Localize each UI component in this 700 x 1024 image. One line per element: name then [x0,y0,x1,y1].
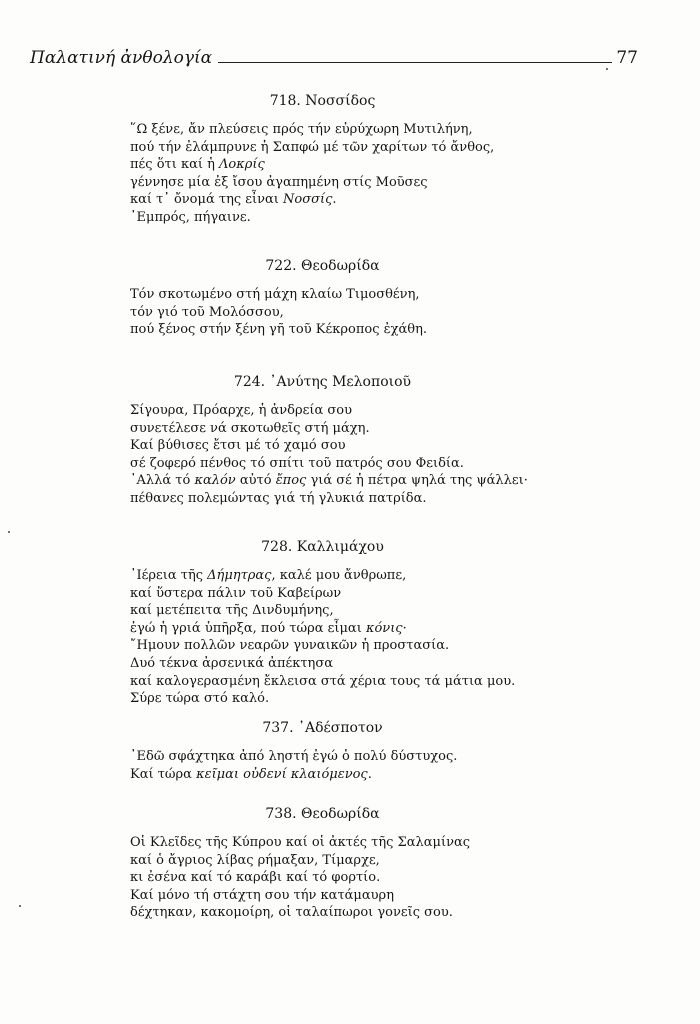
text-run: πές ὅτι καί ἡ [130,157,219,173]
text-run: Καί τώρα [130,766,197,782]
poem-line [130,748,550,766]
poem [130,720,550,783]
running-head-rule [218,62,612,63]
poem-line [130,673,550,691]
poem-line [130,191,550,209]
poem-title: 728. Καλλιμάχου [261,539,384,555]
poem-line [130,490,550,508]
poem [130,258,550,339]
text-run: Οἱ Κλεῖδες τῆς Κύπρου καί οἱ ἀκτές τῆς Σαλαμίνας [130,835,471,850]
text-run: ᾿Αλλά τό [130,473,195,489]
poem-title: 718. Νοσσίδος [269,93,376,109]
text-run: . [332,192,337,208]
poem-line [130,174,550,192]
text-run: Σίγουρα, Πρόαρχε, ἡ ἀνδρεία σου [130,403,352,418]
text-run: Δυό τέκνα ἀρσενικά ἀπέκτησα [130,655,333,671]
text-run: αὐτό [235,473,276,489]
text-run: συνετέλεσε νά σκοτωθεῖς στή μάχη. [130,420,370,436]
poem-title: 738. Θεοδωρίδα [265,806,380,822]
text-run: Καί μόνο τή στάχτη σου τήν κατάμαυρη [130,887,394,903]
poem-line [130,567,550,585]
poem-title: 737. ᾿Αδέσποτον [262,720,383,736]
text-run: κι ἐσένα καί τό καράβι καί τό φορτίο. [130,870,381,886]
text-run: ᾿Ιέρεια τῆς [130,568,208,583]
poem [130,93,550,227]
text-run: . [367,766,372,782]
running-head-title: Παλατινή ἀνθολογία [30,48,213,68]
text-run: γέννησε μία ἐξ ἴσου ἀγαπημένη στίς Μοῦσες [130,174,428,190]
text-run: ῎Ημουν πολλῶν νεαρῶν γυναικῶν ἡ προστασία. [130,638,450,654]
text-run: Σύρε τώρα στό καλό. [130,691,270,707]
text-run: ᾿Εδῶ σφάχτηκα ἀπό ληστή ἐγώ ὁ πολύ δύστυχος. [130,749,458,764]
italic-text: Νοσσίς [283,192,333,208]
text-run: σέ ζοφερό πένθος τό σπίτι τοῦ πατρός σου Φειδία. [130,455,464,471]
italic-text: κεῖμαι οὐδενί κλαιόμενος [196,766,368,782]
poem-line [130,209,550,227]
poem [130,374,550,508]
text-run: δέχτηκαν, κακομοίρη, οἱ ταλαίπωροι γονεῖς σου. [130,905,453,921]
text-run: πού τήν ἐλάμπρυνε ἡ Σαπφώ μέ τῶν χαρίτων τό ἄνθος, [130,139,495,155]
text-run: καί καλογερασμένη ἔκλεισα στά χέρια τους τά μάτια μου. [130,673,516,689]
text-run: γιά σέ ἡ πέτρα ψηλά της ψάλλει· [306,473,528,489]
poem-line [130,887,550,905]
poem [130,539,550,708]
poem-line [130,620,550,638]
poem-title: 722. Θεοδωρίδα [265,258,380,274]
poem-title: 724. ᾿Ανύτης Μελοποιοῦ [233,374,412,390]
poem-line [130,156,550,174]
italic-text: ἔπος [275,473,307,489]
poem-line [130,437,550,455]
poem-line [130,139,550,157]
italic-text: Λοκρίς [219,157,265,173]
poem-line [130,655,550,673]
poem-line [130,766,550,784]
text-run: καί μετέπειτα τῆς Δινδυμήνης, [130,603,334,619]
poem-line [130,304,550,322]
paper-speck [606,68,608,70]
poem-line [130,852,550,870]
poem-line [130,834,550,852]
poem-line [130,121,550,139]
poem-line [130,321,550,339]
italic-text: καλόν [194,473,236,489]
paper-speck [8,531,10,533]
text-run: καί τ᾿ ὄνομά της εἶναι [130,192,284,208]
text-run: καί ὕστερα πάλιν τοῦ Καβείρων [130,585,342,601]
italic-text: Δήμητρας [207,568,272,583]
poem-line [130,602,550,620]
poem-line [130,420,550,438]
text-run: ἐγώ ἡ γριά ὑπῆρξα, πού τώρα εἶμαι [130,620,366,636]
text-run: , καλέ μου ἄνθρωπε, [271,568,407,583]
text-run: · [402,620,407,636]
running-head [30,42,638,68]
page-number: 77 [616,48,638,68]
poem-line [130,637,550,655]
poem-line [130,402,550,420]
text-run: Καί βύθισες ἔτσι μέ τό χαμό σου [130,438,346,454]
italic-text: κόνις [365,620,403,636]
poem-line [130,904,550,922]
text-run: πού ξένος στήν ξένη γῆ τοῦ Κέκροπος ἐχάθη. [130,322,428,338]
text-run: ῞Ω ξένε, ἄν πλεύσεις πρός τήν εὐρύχωρη Μυτιλήνη, [130,122,473,137]
poem-line [130,869,550,887]
poem [130,806,550,922]
text-run: τόν γιό τοῦ Μολόσσου, [130,304,284,320]
text-run: πέθανες πολεμώντας γιά τή γλυκιά πατρίδα. [130,490,427,506]
text-run: Τόν σκοτωμένο στή μάχη κλαίω Τιμοσθένη, [130,287,420,302]
poem-line [130,286,550,304]
poem-line [130,472,550,490]
paper-speck [19,905,21,907]
poem-line [130,455,550,473]
text-run: ᾿Εμπρός, πήγαινε. [130,209,251,225]
text-run: καί ὁ ἄγριος λίβας ρήμαξαν, Τίμαρχε, [130,852,380,868]
poem-line [130,585,550,603]
poem-line [130,690,550,708]
